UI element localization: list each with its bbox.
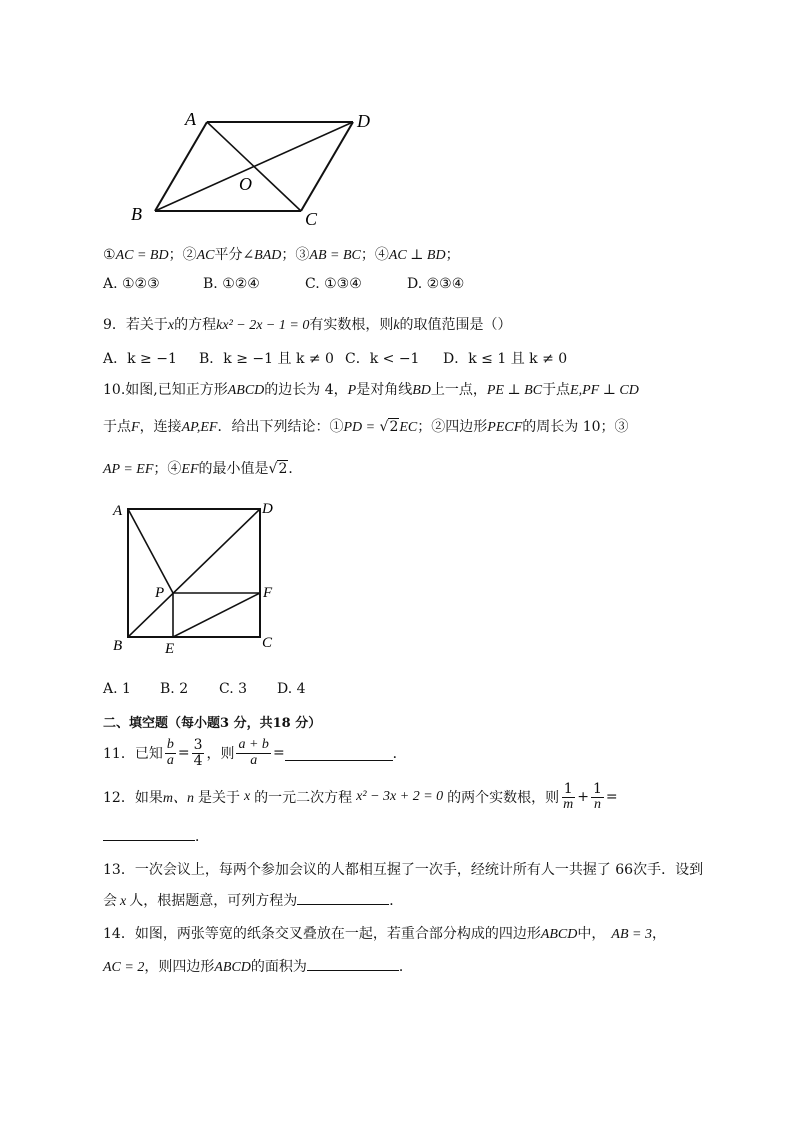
q8-c1: AC = BD [115, 248, 169, 263]
q9-t2: 的方程 [174, 317, 217, 333]
q10-t: 是对角线 [356, 382, 413, 398]
q14-t: 14．如图，两张等宽的纸条交叉叠放在一起，若重合部分构成的四边形 [103, 926, 541, 942]
label-b: B [113, 638, 123, 654]
frac-num: 1 [563, 781, 573, 797]
q10-line3 [103, 458, 302, 478]
q8-c4-num: ④ [374, 247, 389, 263]
frac-num: b [166, 737, 174, 752]
fraction-3-over-4 [192, 738, 205, 768]
q10-option-a: A. 1 [103, 681, 131, 697]
q9-num: 9． [103, 317, 126, 333]
q14-abcd2: ABCD [214, 960, 251, 975]
end: ． [392, 746, 407, 763]
frac-den: m [563, 796, 574, 812]
q13-line1: 13．一次会议上，每两个参加会议的人都相互握了一次手，经统计所有人一共握了 66次手．设到 [103, 862, 704, 878]
label-c: C [305, 209, 318, 229]
q10-ec: EC [399, 420, 418, 435]
q12-t1: 12．如果 [103, 790, 163, 807]
q12-equation: x² − 3x + 2 = 0 [356, 789, 444, 805]
sep: ； [445, 247, 460, 263]
q12-line1 [103, 782, 618, 812]
q9-equation: kx² − 2x − 1 = 0 [216, 318, 310, 333]
sqrt-symbol: √2 [379, 419, 399, 435]
square-figure [110, 495, 290, 660]
q10-line1 [103, 379, 639, 399]
diagonal-bd [155, 122, 353, 211]
eq: = [272, 745, 285, 762]
q10-apef: AP,EF [181, 420, 218, 435]
end: ． [389, 893, 404, 909]
q8-c2a: AC [196, 248, 215, 263]
fraction-1-over-m [561, 782, 575, 812]
q10-abcd: ABCD [227, 383, 265, 398]
frac-num: 1 [593, 781, 602, 797]
q9-k: k [393, 318, 400, 333]
fraction-apb-over-a [236, 738, 270, 768]
q12-t2: 是关于 [197, 790, 240, 807]
plus: + [577, 789, 589, 806]
sep: ； [360, 247, 375, 263]
section-heading: 二、填空题（每小题3 分，共18 分） [103, 716, 322, 731]
q9-stem [103, 314, 512, 334]
q9-option-b: B．k ≥ −1 且 k ≠ 0 [199, 351, 334, 367]
q8-c1-num: ① [103, 247, 116, 263]
answer-blank[interactable] [297, 890, 389, 905]
fraction-1-over-n [591, 782, 604, 812]
q10-t: ． [288, 461, 303, 477]
q8-c4: AC ⊥ BD [388, 248, 446, 263]
q9-t4: 的取值范围是（） [399, 317, 512, 333]
q8-option-d: D. ②③④ [407, 276, 465, 292]
q11-t2: ，则 [206, 746, 235, 763]
q11-num: 11．已知 [103, 746, 163, 763]
q14-t: ，则四边形 [144, 959, 215, 975]
parallelogram-figure [125, 105, 385, 230]
q10-option-c: C. 3 [219, 681, 248, 697]
label-c: C [262, 635, 273, 651]
frac-num: 3 [193, 737, 203, 753]
q8-option-c: C. ①③④ [305, 276, 362, 292]
q11 [103, 738, 407, 768]
q10-bd: BD [412, 383, 431, 398]
sqrt-radicand: 2 [389, 419, 399, 435]
label-o: O [239, 174, 252, 194]
frac-num: a + b [238, 737, 269, 752]
q10-p: P [347, 383, 357, 398]
q14-line2 [103, 956, 413, 976]
frac-den: n [593, 796, 601, 812]
q8-option-b: B. ①②④ [203, 276, 260, 292]
q14-t: 的面积为 [250, 959, 307, 975]
label-f: F [263, 585, 273, 601]
q8-conditions [103, 244, 460, 264]
q10-t: ．给出下列结论：① [217, 419, 344, 435]
q10-ef: EF [181, 462, 199, 477]
q9-t3: 有实数根，则 [309, 317, 394, 333]
q9-option-d: D．k ≤ 1 且 k ≠ 0 [443, 351, 568, 367]
label-a: A [113, 503, 123, 519]
q14-t: 中， [577, 926, 606, 942]
q10-line2 [103, 416, 629, 436]
label-e: E [165, 641, 175, 657]
q10-option-b: B. 2 [160, 681, 189, 697]
edge-dc [301, 122, 353, 211]
segment-ef [173, 593, 260, 637]
q14-ab: AB = 3 [611, 927, 652, 942]
q14-line1 [103, 923, 666, 943]
edge-ab [155, 122, 207, 211]
sqrt-symbol: √2 [268, 461, 288, 477]
sep: ； [281, 247, 296, 263]
q10-apeqef: AP = EF [103, 462, 154, 477]
q10-t: 的边长为 4， [264, 382, 348, 398]
q8-c3: AB = BC [309, 248, 361, 263]
answer-blank[interactable] [103, 826, 195, 841]
q12-mn: m、n [162, 791, 194, 807]
q10-t: ；②四边形 [417, 419, 488, 435]
q10-epfcd: E,PF ⊥ CD [570, 383, 639, 398]
q13-t: 会 [103, 893, 117, 909]
q10-t: 的周长为 10；③ [522, 419, 629, 435]
fraction-b-over-a [165, 738, 176, 768]
label-d: D [357, 111, 370, 131]
q13-t: 人，根据题意，可列方程为 [129, 893, 298, 909]
q12-x: x [243, 789, 251, 805]
q9-x: x [167, 318, 175, 333]
q10-t: 于点 [542, 382, 571, 398]
frac-den: a [250, 752, 258, 768]
q10-f: F [131, 420, 140, 435]
q10-t: 上一点， [430, 382, 487, 398]
answer-blank[interactable] [285, 746, 393, 761]
frac-den: 4 [193, 752, 203, 769]
label-d: D [262, 501, 273, 517]
q13-line2 [103, 890, 403, 910]
q10-pebc: PE ⊥ BC [486, 383, 543, 398]
q9-t1: 若关于 [125, 317, 168, 333]
eq: = [177, 745, 190, 762]
sqrt-radicand: 2 [278, 461, 288, 477]
frac-den: a [166, 752, 174, 768]
q12-t3: 的一元二次方程 [254, 790, 353, 807]
q10-pd: PD = [343, 420, 376, 435]
q9-option-c: C．k < −1 [345, 351, 420, 367]
q10-t: 10.如图,已知正方形 [103, 382, 228, 398]
q10-option-d: D. 4 [277, 681, 306, 697]
q12-t4: 的两个实数根，则 [447, 790, 560, 807]
q13-x: x [120, 894, 127, 909]
label-p: P [155, 585, 165, 601]
label-b: B [131, 204, 142, 224]
eq: = [605, 789, 618, 806]
end: ． [398, 959, 413, 975]
q8-c3-num: ③ [295, 247, 310, 263]
q10-t: ；④ [153, 461, 182, 477]
sep: ； [168, 247, 183, 263]
q14-abcd: ABCD [540, 927, 578, 942]
q10-t: 于点 [103, 419, 131, 435]
q10-pecf: PECF [487, 420, 523, 435]
answer-blank[interactable] [307, 956, 399, 971]
label-a: A [185, 109, 196, 129]
q10-t: ，连接 [139, 419, 182, 435]
q10-t: 的最小值是 [198, 461, 269, 477]
q14-comma: ， [651, 926, 666, 942]
q12-line2 [103, 826, 209, 846]
diagonal-bd [128, 509, 260, 637]
q14-ac: AC = 2 [103, 960, 145, 975]
segment-ap [128, 509, 173, 593]
q9-option-a: A．k ≥ −1 [103, 351, 177, 367]
q8-c2-num: ② [182, 247, 197, 263]
q8-option-a: A. ①②③ [103, 276, 160, 292]
q8-c2c: ∠BAD [242, 248, 282, 263]
end: ． [195, 829, 209, 845]
q8-c2b: 平分 [214, 247, 243, 263]
